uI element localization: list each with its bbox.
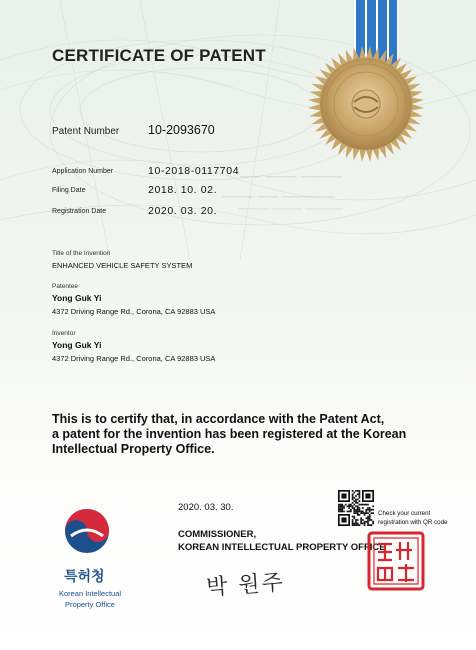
certification-line-1: This is to certify that, in accordance with the Patent Act, [52,412,385,426]
qr-code[interactable] [338,490,374,526]
inventor-name: Yong Guk Yi [52,340,102,350]
commissioner-block [178,528,386,554]
filing-date: 2018. 10. 02. [148,184,218,196]
qr-text-line-2: registration with QR code [378,519,448,526]
inventor-label: Inventor [52,330,76,337]
patentee-label: Patentee [52,283,79,290]
certification-line-2: a patent for the invention has been registered at the Korean [52,427,407,441]
commissioner-title: COMMISSIONER, [178,529,257,540]
registration-date: 2020. 03. 20. [148,205,218,217]
commissioner-signature: 박 원주 [205,570,286,601]
watermark-text: ─── ── ───── [222,188,335,204]
application-number-label: Application Number [52,168,114,175]
gold-seal [306,44,426,164]
certificate-title: CERTIFICATE OF PATENT [52,46,266,65]
office-english-name [50,588,130,610]
filing-date-label: Filing Date [52,187,86,194]
certification-statement [52,412,406,457]
patentee-address: 4372 Driving Range Rd., Corona, CA 92883 USA [52,307,216,316]
kipo-logo-icon [62,506,112,556]
commissioner-office: KOREAN INTELLECTUAL PROPERTY OFFICE [178,542,386,553]
office-english-line-2: Property Office [65,600,115,609]
qr-instructions [378,509,447,527]
office-korean-name: 특허청 [64,568,105,584]
invention-title: ENHANCED VEHICLE SAFETY SYSTEM [52,261,193,270]
patent-number-label: Patent Number [52,126,120,137]
invention-title-label: Title of the Invention [52,250,111,257]
watermark-text: ── ─── ──── [240,168,343,184]
official-stamp [366,530,426,592]
watermark-text: ──── ──── ───── [238,204,344,215]
issue-date: 2020. 03. 30. [178,502,234,513]
inventor-address: 4372 Driving Range Rd., Corona, CA 92883 USA [52,354,216,363]
application-number: 10-2018-0117704 [148,165,240,177]
patent-number: 10-2093670 [148,123,215,137]
patentee-name: Yong Guk Yi [52,293,102,303]
qr-text-line-1: Check your current [378,510,431,517]
registration-date-label: Registration Date [52,208,107,215]
certification-line-3: Intellectual Property Office. [52,442,215,456]
office-english-line-1: Korean Intellectual [58,589,122,598]
